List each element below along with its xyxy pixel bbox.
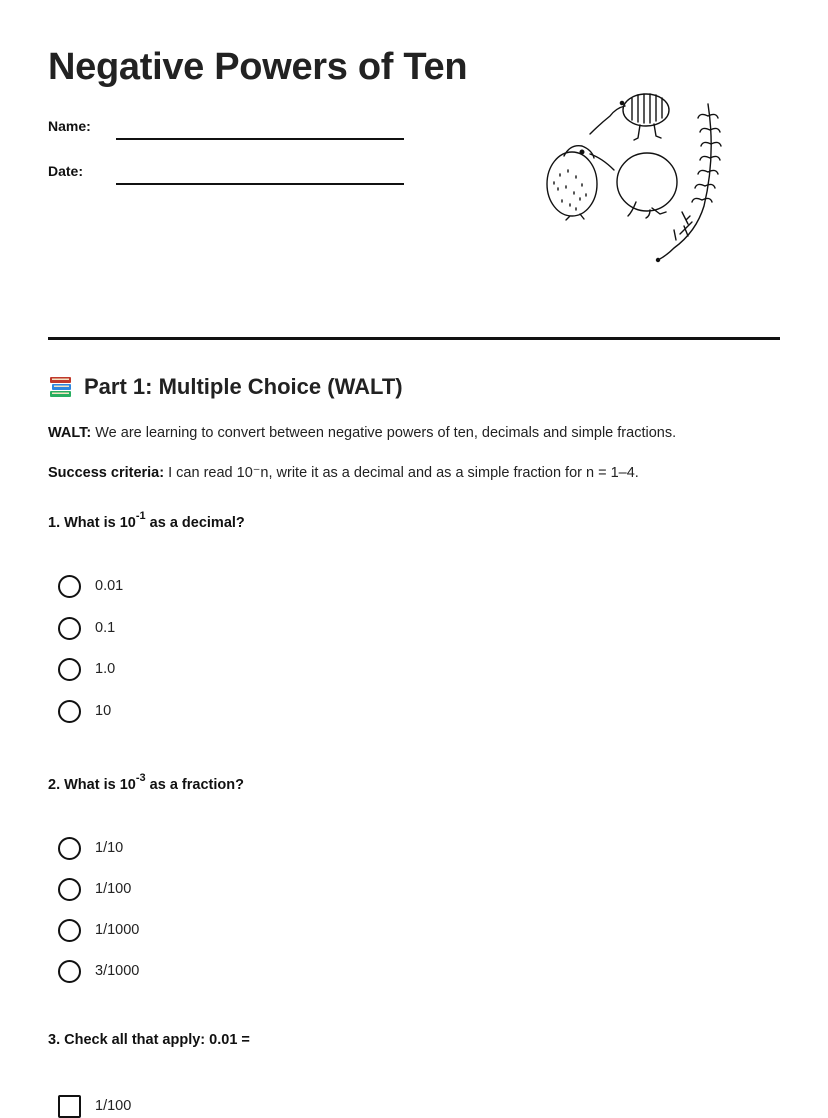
q1-option-a[interactable]: 0.01 <box>58 574 123 598</box>
fern-branch-icon <box>657 104 722 262</box>
kiwi-bird-striped <box>590 94 669 140</box>
q1-option-c[interactable]: 1.0 <box>58 657 115 681</box>
kiwi-birds-illustration <box>540 86 740 266</box>
checkbox[interactable] <box>58 1095 81 1118</box>
success-criteria <box>48 465 639 481</box>
kiwi-bird-outline <box>617 153 677 218</box>
radio-button[interactable] <box>58 700 81 723</box>
walt-text: We are learning to convert between negative powers of ten, decimals and simple fractions. <box>95 425 677 441</box>
radio-button[interactable] <box>58 878 81 901</box>
success-text: I can read 10⁻n, write it as a decimal and as a simple fraction for n = 1–4. <box>168 465 639 481</box>
question-3: 3. Check all that apply: 0.01 = <box>48 1032 250 1048</box>
walt-label: WALT: <box>48 425 92 441</box>
section-divider <box>48 337 780 340</box>
books-icon <box>48 374 74 400</box>
walt-statement <box>48 425 676 441</box>
success-label: Success criteria: <box>48 465 165 481</box>
exponent: -3 <box>135 772 146 784</box>
name-field[interactable] <box>116 138 404 140</box>
date-label: Date: <box>48 163 84 179</box>
part1-heading <box>48 374 403 400</box>
q2-option-d[interactable]: 3/1000 <box>58 959 139 983</box>
radio-button[interactable] <box>58 960 81 983</box>
exponent: -1 <box>135 510 146 522</box>
q1-option-b[interactable]: 0.1 <box>58 616 115 640</box>
kiwi-bird-dotted <box>547 146 614 220</box>
radio-button[interactable] <box>58 919 81 942</box>
date-field[interactable] <box>116 183 404 185</box>
q3-option-a[interactable]: 1/100 <box>58 1094 131 1118</box>
q1-option-d[interactable]: 10 <box>58 699 111 723</box>
question-2: 2. What is $10^{-3}$ as a fraction? <box>48 772 244 793</box>
radio-button[interactable] <box>58 837 81 860</box>
q2-option-c[interactable]: 1/1000 <box>58 918 139 942</box>
page-title: Negative Powers of Ten <box>48 46 468 88</box>
radio-button[interactable] <box>58 658 81 681</box>
question-1: 1. What is $10^{-1}$ as a decimal? <box>48 510 245 531</box>
q2-option-a[interactable]: 1/10 <box>58 836 123 860</box>
radio-button[interactable] <box>58 617 81 640</box>
name-label: Name: <box>48 118 91 134</box>
part1-heading-text: Part 1: Multiple Choice (WALT) <box>84 374 403 399</box>
radio-button[interactable] <box>58 575 81 598</box>
q2-option-b[interactable]: 1/100 <box>58 877 131 901</box>
